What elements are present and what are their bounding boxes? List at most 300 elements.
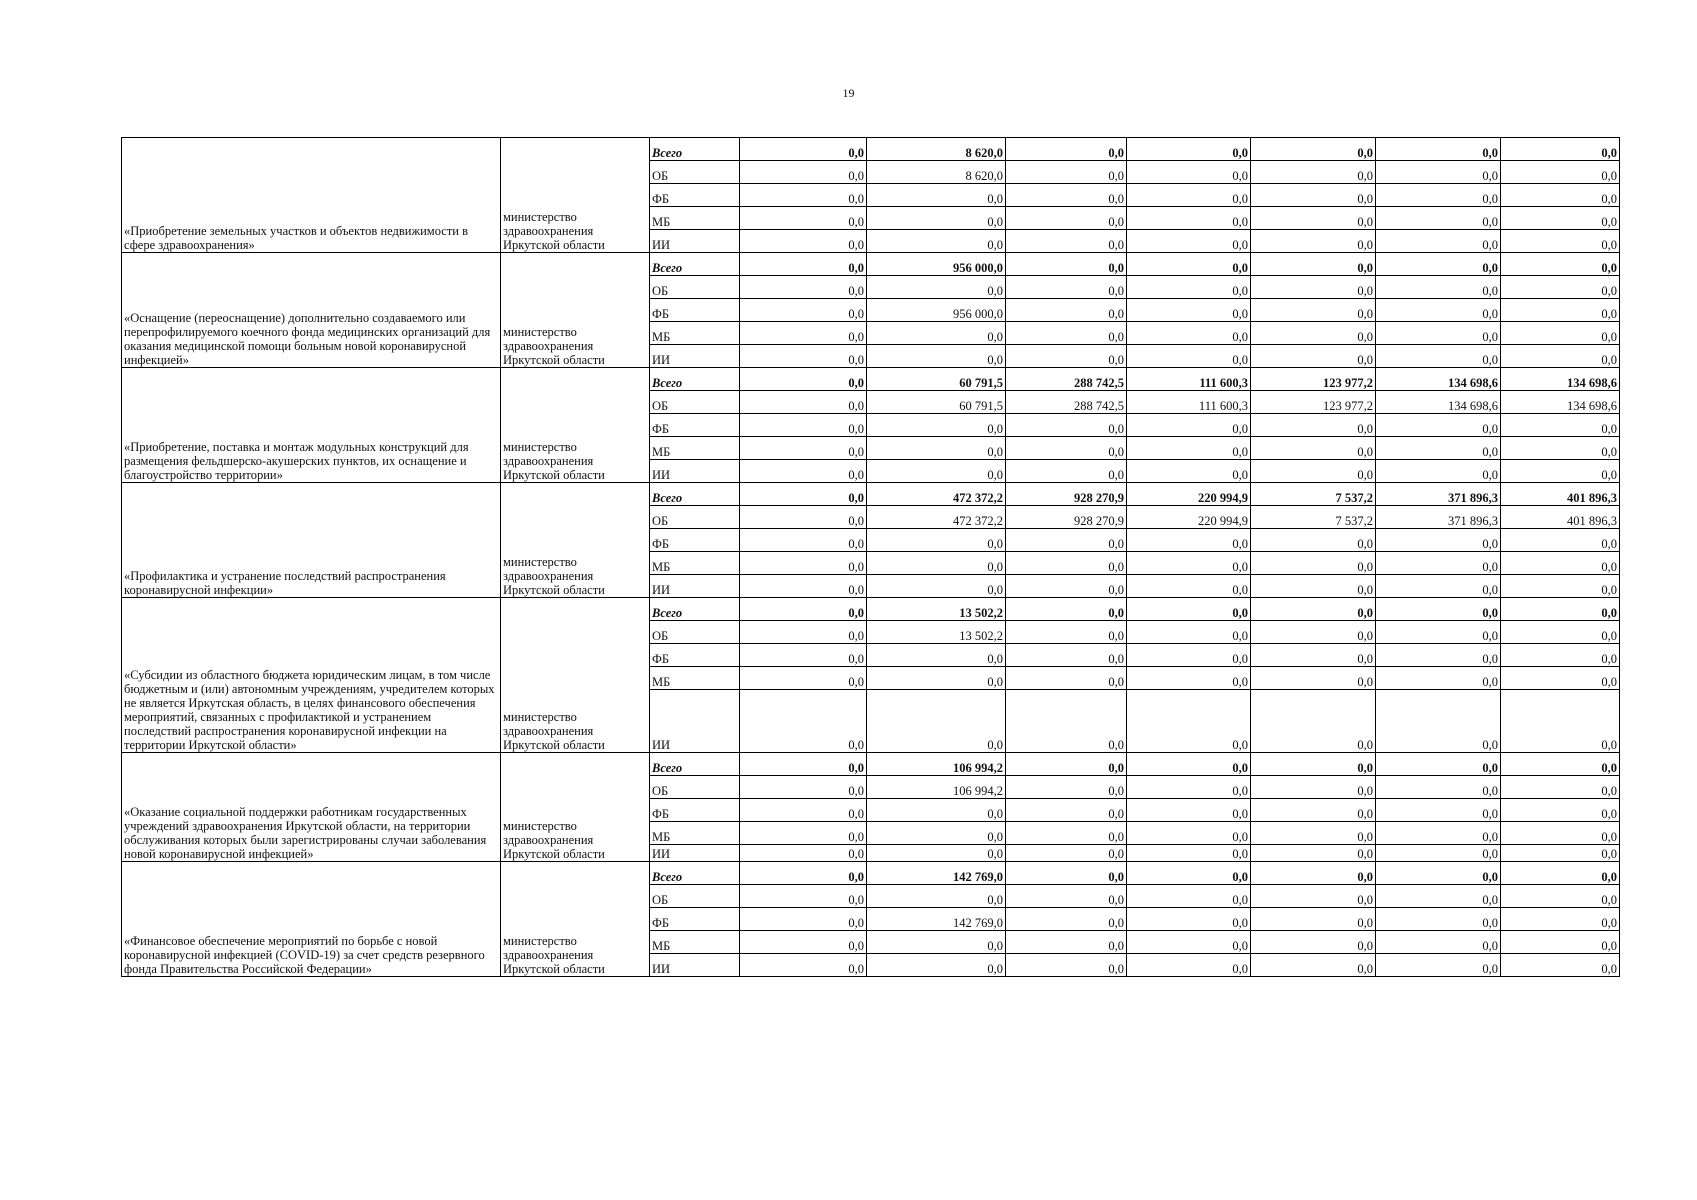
amount-cell: 0,0 — [867, 954, 1006, 977]
amount-cell: 0,0 — [740, 207, 867, 230]
amount-cell: 0,0 — [740, 954, 867, 977]
amount-cell: 0,0 — [1251, 299, 1376, 322]
amount-cell: 60 791,5 — [867, 391, 1006, 414]
amount-cell: 0,0 — [1006, 253, 1127, 276]
amount-cell: 956 000,0 — [867, 299, 1006, 322]
amount-cell: 0,0 — [1251, 253, 1376, 276]
amount-cell: 0,0 — [740, 299, 867, 322]
amount-cell: 0,0 — [1376, 776, 1501, 799]
amount-cell: 0,0 — [1501, 822, 1620, 845]
amount-cell: 0,0 — [1376, 799, 1501, 822]
amount-cell: 0,0 — [740, 862, 867, 885]
amount-cell: 0,0 — [1006, 598, 1127, 621]
amount-cell: 0,0 — [1006, 345, 1127, 368]
amount-cell: 0,0 — [740, 845, 867, 862]
amount-cell: 0,0 — [1501, 276, 1620, 299]
measure-name: «Финансовое обеспечение мероприятий по борьбе с новой коронавирусной инфекцией (COVID-19) за счет средств резервного фонда Правительства Российской Федерации» — [122, 862, 501, 977]
amount-cell: 0,0 — [1376, 299, 1501, 322]
amount-cell: 0,0 — [740, 552, 867, 575]
amount-cell: 0,0 — [1501, 753, 1620, 776]
amount-cell: 0,0 — [1501, 253, 1620, 276]
amount-cell: 0,0 — [1376, 253, 1501, 276]
amount-cell: 0,0 — [1127, 799, 1251, 822]
amount-cell: 0,0 — [1006, 908, 1127, 931]
amount-cell: 0,0 — [740, 414, 867, 437]
amount-cell: 0,0 — [1127, 138, 1251, 161]
funding-source: ФБ — [650, 184, 740, 207]
amount-cell: 0,0 — [1127, 437, 1251, 460]
amount-cell: 0,0 — [740, 391, 867, 414]
executor: министерство здравоохранения Иркутской области — [501, 138, 650, 253]
amount-cell: 0,0 — [1376, 845, 1501, 862]
amount-cell: 0,0 — [740, 799, 867, 822]
amount-cell: 0,0 — [1006, 862, 1127, 885]
amount-cell: 0,0 — [1127, 529, 1251, 552]
amount-cell: 0,0 — [740, 253, 867, 276]
amount-cell: 928 270,9 — [1006, 506, 1127, 529]
amount-cell: 0,0 — [1251, 529, 1376, 552]
amount-cell: 13 502,2 — [867, 598, 1006, 621]
amount-cell: 0,0 — [1376, 667, 1501, 690]
funding-source: ФБ — [650, 529, 740, 552]
amount-cell: 0,0 — [1127, 690, 1251, 753]
amount-cell: 0,0 — [740, 598, 867, 621]
amount-cell: 0,0 — [1006, 529, 1127, 552]
amount-cell: 0,0 — [1006, 885, 1127, 908]
amount-cell: 0,0 — [1127, 954, 1251, 977]
funding-source: МБ — [650, 931, 740, 954]
amount-cell: 0,0 — [1006, 822, 1127, 845]
amount-cell: 0,0 — [1127, 276, 1251, 299]
amount-cell: 0,0 — [1501, 138, 1620, 161]
amount-cell: 0,0 — [1251, 644, 1376, 667]
funding-source: Всего — [650, 253, 740, 276]
amount-cell: 0,0 — [1006, 184, 1127, 207]
funding-source: ФБ — [650, 908, 740, 931]
amount-cell: 0,0 — [1376, 862, 1501, 885]
amount-cell: 0,0 — [1006, 621, 1127, 644]
amount-cell: 0,0 — [1376, 414, 1501, 437]
amount-cell: 288 742,5 — [1006, 391, 1127, 414]
amount-cell: 0,0 — [1251, 776, 1376, 799]
amount-cell: 134 698,6 — [1376, 391, 1501, 414]
amount-cell: 0,0 — [867, 644, 1006, 667]
funding-source: Всего — [650, 862, 740, 885]
funding-source: ФБ — [650, 299, 740, 322]
amount-cell: 0,0 — [1251, 552, 1376, 575]
amount-cell: 0,0 — [1127, 575, 1251, 598]
amount-cell: 0,0 — [1127, 598, 1251, 621]
amount-cell: 472 372,2 — [867, 483, 1006, 506]
amount-cell: 0,0 — [1127, 552, 1251, 575]
amount-cell: 0,0 — [1127, 621, 1251, 644]
amount-cell: 142 769,0 — [867, 908, 1006, 931]
amount-cell: 8 620,0 — [867, 161, 1006, 184]
table-row — [122, 753, 1620, 776]
amount-cell: 0,0 — [1501, 799, 1620, 822]
amount-cell: 0,0 — [740, 322, 867, 345]
table-row — [122, 862, 1620, 885]
amount-cell: 0,0 — [1501, 931, 1620, 954]
amount-cell: 0,0 — [1501, 230, 1620, 253]
amount-cell: 0,0 — [1127, 644, 1251, 667]
funding-source: Всего — [650, 368, 740, 391]
executor: министерство здравоохранения Иркутской области — [501, 753, 650, 862]
amount-cell: 0,0 — [1501, 885, 1620, 908]
funding-source: ФБ — [650, 414, 740, 437]
amount-cell: 0,0 — [740, 276, 867, 299]
amount-cell: 0,0 — [1501, 644, 1620, 667]
amount-cell: 0,0 — [1376, 954, 1501, 977]
amount-cell: 0,0 — [1251, 908, 1376, 931]
amount-cell: 0,0 — [1376, 345, 1501, 368]
amount-cell: 111 600,3 — [1127, 391, 1251, 414]
amount-cell: 60 791,5 — [867, 368, 1006, 391]
amount-cell: 0,0 — [1127, 776, 1251, 799]
funding-source: ИИ — [650, 345, 740, 368]
amount-cell: 0,0 — [740, 644, 867, 667]
funding-source: ФБ — [650, 644, 740, 667]
amount-cell: 0,0 — [1251, 690, 1376, 753]
amount-cell: 0,0 — [1501, 322, 1620, 345]
amount-cell: 0,0 — [1127, 414, 1251, 437]
measure-name: «Оказание социальной поддержки работникам государственных учреждений здравоохранения Иркутской области, на территории обслуживания которых были зарегистрированы случаи заболевания новой коронавирусной инфекцией» — [122, 753, 501, 862]
budget-table — [121, 137, 1620, 977]
amount-cell: 0,0 — [867, 276, 1006, 299]
funding-source: ИИ — [650, 845, 740, 862]
amount-cell: 0,0 — [1376, 931, 1501, 954]
amount-cell: 0,0 — [1251, 931, 1376, 954]
table-row — [122, 598, 1620, 621]
amount-cell: 0,0 — [1501, 621, 1620, 644]
amount-cell: 0,0 — [1376, 644, 1501, 667]
amount-cell: 0,0 — [1127, 931, 1251, 954]
amount-cell: 0,0 — [1251, 230, 1376, 253]
amount-cell: 0,0 — [867, 207, 1006, 230]
amount-cell: 0,0 — [1501, 667, 1620, 690]
amount-cell: 0,0 — [1006, 138, 1127, 161]
amount-cell: 0,0 — [1006, 299, 1127, 322]
measure-name: «Субсидии из областного бюджета юридическим лицам, в том числе бюджетным и (или) автономным учреждениям, учредителем которых не является Иркутская область, в целях финансового обеспечения мероприятий, связанных с профилактикой и устранением последствий распространения коронавирусной инфекции на территории Иркутской области» — [122, 598, 501, 753]
amount-cell: 0,0 — [1127, 753, 1251, 776]
amount-cell: 0,0 — [1127, 862, 1251, 885]
funding-source: ОБ — [650, 621, 740, 644]
executor: министерство здравоохранения Иркутской области — [501, 598, 650, 753]
funding-source: ОБ — [650, 885, 740, 908]
amount-cell: 0,0 — [1501, 690, 1620, 753]
executor: министерство здравоохранения Иркутской области — [501, 253, 650, 368]
amount-cell: 0,0 — [1501, 529, 1620, 552]
amount-cell: 0,0 — [1376, 552, 1501, 575]
amount-cell: 0,0 — [740, 483, 867, 506]
amount-cell: 111 600,3 — [1127, 368, 1251, 391]
amount-cell: 0,0 — [1251, 207, 1376, 230]
amount-cell: 134 698,6 — [1501, 368, 1620, 391]
amount-cell: 0,0 — [1251, 885, 1376, 908]
amount-cell: 0,0 — [1376, 230, 1501, 253]
amount-cell: 0,0 — [1006, 799, 1127, 822]
amount-cell: 0,0 — [1006, 667, 1127, 690]
amount-cell: 134 698,6 — [1501, 391, 1620, 414]
amount-cell: 0,0 — [1127, 184, 1251, 207]
amount-cell: 0,0 — [867, 822, 1006, 845]
amount-cell: 0,0 — [1006, 207, 1127, 230]
funding-source: Всего — [650, 483, 740, 506]
amount-cell: 956 000,0 — [867, 253, 1006, 276]
amount-cell: 0,0 — [1127, 230, 1251, 253]
funding-source: ИИ — [650, 690, 740, 753]
amount-cell: 0,0 — [1127, 207, 1251, 230]
table-row — [122, 483, 1620, 506]
amount-cell: 0,0 — [1251, 954, 1376, 977]
amount-cell: 0,0 — [1376, 138, 1501, 161]
amount-cell: 0,0 — [1006, 845, 1127, 862]
amount-cell: 0,0 — [740, 460, 867, 483]
amount-cell: 0,0 — [867, 184, 1006, 207]
amount-cell: 0,0 — [1501, 908, 1620, 931]
amount-cell: 0,0 — [1006, 575, 1127, 598]
amount-cell: 0,0 — [867, 230, 1006, 253]
amount-cell: 7 537,2 — [1251, 483, 1376, 506]
amount-cell: 288 742,5 — [1006, 368, 1127, 391]
amount-cell: 0,0 — [867, 845, 1006, 862]
amount-cell: 0,0 — [1251, 799, 1376, 822]
amount-cell: 0,0 — [1376, 753, 1501, 776]
amount-cell: 0,0 — [867, 885, 1006, 908]
funding-source: Всего — [650, 598, 740, 621]
amount-cell: 0,0 — [740, 667, 867, 690]
amount-cell: 0,0 — [1376, 437, 1501, 460]
amount-cell: 0,0 — [1501, 575, 1620, 598]
amount-cell: 0,0 — [1251, 845, 1376, 862]
amount-cell: 0,0 — [1501, 460, 1620, 483]
amount-cell: 0,0 — [1501, 184, 1620, 207]
amount-cell: 0,0 — [740, 138, 867, 161]
amount-cell: 0,0 — [1251, 414, 1376, 437]
amount-cell: 0,0 — [1127, 667, 1251, 690]
table-row — [122, 138, 1620, 161]
amount-cell: 0,0 — [1501, 845, 1620, 862]
table-row — [122, 368, 1620, 391]
amount-cell: 928 270,9 — [1006, 483, 1127, 506]
amount-cell: 142 769,0 — [867, 862, 1006, 885]
amount-cell: 0,0 — [1006, 414, 1127, 437]
funding-source: МБ — [650, 667, 740, 690]
amount-cell: 0,0 — [867, 799, 1006, 822]
funding-source: ОБ — [650, 161, 740, 184]
amount-cell: 0,0 — [1251, 598, 1376, 621]
amount-cell: 0,0 — [1251, 184, 1376, 207]
amount-cell: 0,0 — [1501, 862, 1620, 885]
amount-cell: 0,0 — [1127, 885, 1251, 908]
amount-cell: 0,0 — [1006, 322, 1127, 345]
funding-source: ИИ — [650, 230, 740, 253]
amount-cell: 0,0 — [1006, 954, 1127, 977]
amount-cell: 0,0 — [1006, 644, 1127, 667]
amount-cell: 0,0 — [867, 437, 1006, 460]
amount-cell: 401 896,3 — [1501, 483, 1620, 506]
amount-cell: 0,0 — [1127, 460, 1251, 483]
amount-cell: 0,0 — [1006, 276, 1127, 299]
amount-cell: 220 994,9 — [1127, 483, 1251, 506]
page-number: 19 — [842, 86, 855, 100]
amount-cell: 0,0 — [1376, 322, 1501, 345]
funding-source: ОБ — [650, 276, 740, 299]
amount-cell: 0,0 — [1501, 414, 1620, 437]
amount-cell: 0,0 — [867, 322, 1006, 345]
amount-cell: 0,0 — [1376, 207, 1501, 230]
funding-source: ФБ — [650, 799, 740, 822]
amount-cell: 0,0 — [740, 506, 867, 529]
amount-cell: 0,0 — [740, 230, 867, 253]
measure-name: «Профилактика и устранение последствий распространения коронавирусной инфекции» — [122, 483, 501, 598]
amount-cell: 0,0 — [740, 776, 867, 799]
executor: министерство здравоохранения Иркутской области — [501, 862, 650, 977]
amount-cell: 0,0 — [740, 437, 867, 460]
amount-cell: 0,0 — [1251, 822, 1376, 845]
amount-cell: 0,0 — [1127, 908, 1251, 931]
amount-cell: 371 896,3 — [1376, 506, 1501, 529]
amount-cell: 106 994,2 — [867, 753, 1006, 776]
amount-cell: 0,0 — [1376, 276, 1501, 299]
amount-cell: 0,0 — [1127, 161, 1251, 184]
amount-cell: 134 698,6 — [1376, 368, 1501, 391]
amount-cell: 0,0 — [740, 908, 867, 931]
amount-cell: 0,0 — [1127, 322, 1251, 345]
amount-cell: 0,0 — [1251, 276, 1376, 299]
amount-cell: 0,0 — [740, 822, 867, 845]
amount-cell: 123 977,2 — [1251, 391, 1376, 414]
funding-source: Всего — [650, 753, 740, 776]
amount-cell: 0,0 — [740, 931, 867, 954]
executor: министерство здравоохранения Иркутской области — [501, 483, 650, 598]
funding-source: МБ — [650, 322, 740, 345]
amount-cell: 0,0 — [740, 529, 867, 552]
amount-cell: 123 977,2 — [1251, 368, 1376, 391]
amount-cell: 0,0 — [1006, 230, 1127, 253]
amount-cell: 0,0 — [740, 753, 867, 776]
amount-cell: 0,0 — [740, 184, 867, 207]
amount-cell: 0,0 — [1501, 161, 1620, 184]
amount-cell: 0,0 — [1376, 822, 1501, 845]
amount-cell: 0,0 — [1376, 598, 1501, 621]
amount-cell: 0,0 — [740, 345, 867, 368]
funding-source: ОБ — [650, 391, 740, 414]
amount-cell: 0,0 — [740, 161, 867, 184]
amount-cell: 371 896,3 — [1376, 483, 1501, 506]
amount-cell: 0,0 — [1251, 322, 1376, 345]
amount-cell: 0,0 — [1376, 460, 1501, 483]
funding-source: МБ — [650, 207, 740, 230]
amount-cell: 13 502,2 — [867, 621, 1006, 644]
amount-cell: 7 537,2 — [1251, 506, 1376, 529]
funding-source: ИИ — [650, 575, 740, 598]
amount-cell: 0,0 — [1501, 552, 1620, 575]
amount-cell: 0,0 — [1006, 753, 1127, 776]
amount-cell: 0,0 — [1251, 753, 1376, 776]
amount-cell: 0,0 — [867, 552, 1006, 575]
table-row — [122, 253, 1620, 276]
amount-cell: 0,0 — [867, 460, 1006, 483]
funding-source: Всего — [650, 138, 740, 161]
amount-cell: 0,0 — [1501, 776, 1620, 799]
amount-cell: 0,0 — [867, 690, 1006, 753]
amount-cell: 0,0 — [1501, 299, 1620, 322]
amount-cell: 0,0 — [1251, 460, 1376, 483]
amount-cell: 0,0 — [1006, 161, 1127, 184]
measure-name: «Приобретение земельных участков и объектов недвижимости в сфере здравоохранения» — [122, 138, 501, 253]
amount-cell: 0,0 — [1501, 207, 1620, 230]
amount-cell: 0,0 — [1376, 184, 1501, 207]
measure-name: «Оснащение (переоснащение) дополнительно создаваемого или перепрофилируемого коечного фонда медицинских организаций для оказания медицинской помощи больным новой коронавирусной инфекцией» — [122, 253, 501, 368]
amount-cell: 0,0 — [867, 529, 1006, 552]
amount-cell: 0,0 — [1006, 552, 1127, 575]
funding-source: ИИ — [650, 460, 740, 483]
amount-cell: 0,0 — [1251, 575, 1376, 598]
amount-cell: 0,0 — [867, 931, 1006, 954]
amount-cell: 0,0 — [1006, 437, 1127, 460]
amount-cell: 0,0 — [1376, 161, 1501, 184]
amount-cell: 0,0 — [1127, 822, 1251, 845]
amount-cell: 0,0 — [867, 345, 1006, 368]
amount-cell: 0,0 — [740, 621, 867, 644]
amount-cell: 0,0 — [1251, 621, 1376, 644]
amount-cell: 0,0 — [1501, 598, 1620, 621]
amount-cell: 0,0 — [1127, 253, 1251, 276]
amount-cell: 106 994,2 — [867, 776, 1006, 799]
amount-cell: 0,0 — [740, 690, 867, 753]
amount-cell: 0,0 — [1006, 931, 1127, 954]
amount-cell: 0,0 — [740, 368, 867, 391]
amount-cell: 401 896,3 — [1501, 506, 1620, 529]
amount-cell: 0,0 — [1501, 437, 1620, 460]
amount-cell: 0,0 — [1501, 954, 1620, 977]
amount-cell: 0,0 — [1127, 845, 1251, 862]
amount-cell: 0,0 — [1376, 575, 1501, 598]
amount-cell: 0,0 — [1251, 437, 1376, 460]
amount-cell: 472 372,2 — [867, 506, 1006, 529]
funding-source: ОБ — [650, 776, 740, 799]
amount-cell: 0,0 — [1251, 667, 1376, 690]
funding-source: МБ — [650, 822, 740, 845]
amount-cell: 0,0 — [1251, 862, 1376, 885]
measure-name: «Приобретение, поставка и монтаж модульных конструкций для размещения фельдшерско-акушерских пунктов, их оснащение и благоустройство территории» — [122, 368, 501, 483]
amount-cell: 0,0 — [1006, 690, 1127, 753]
amount-cell: 0,0 — [1127, 345, 1251, 368]
amount-cell: 0,0 — [1376, 885, 1501, 908]
amount-cell: 0,0 — [1006, 776, 1127, 799]
amount-cell: 0,0 — [740, 575, 867, 598]
amount-cell: 8 620,0 — [867, 138, 1006, 161]
funding-source: ОБ — [650, 506, 740, 529]
amount-cell: 0,0 — [1251, 138, 1376, 161]
amount-cell: 0,0 — [867, 575, 1006, 598]
amount-cell: 0,0 — [1251, 161, 1376, 184]
executor: министерство здравоохранения Иркутской области — [501, 368, 650, 483]
funding-source: МБ — [650, 437, 740, 460]
amount-cell: 0,0 — [1501, 345, 1620, 368]
funding-source: МБ — [650, 552, 740, 575]
amount-cell: 0,0 — [1251, 345, 1376, 368]
amount-cell: 0,0 — [740, 885, 867, 908]
amount-cell: 0,0 — [1376, 529, 1501, 552]
amount-cell: 0,0 — [1376, 621, 1501, 644]
amount-cell: 220 994,9 — [1127, 506, 1251, 529]
amount-cell: 0,0 — [1376, 908, 1501, 931]
amount-cell: 0,0 — [867, 667, 1006, 690]
amount-cell: 0,0 — [867, 414, 1006, 437]
amount-cell: 0,0 — [1127, 299, 1251, 322]
